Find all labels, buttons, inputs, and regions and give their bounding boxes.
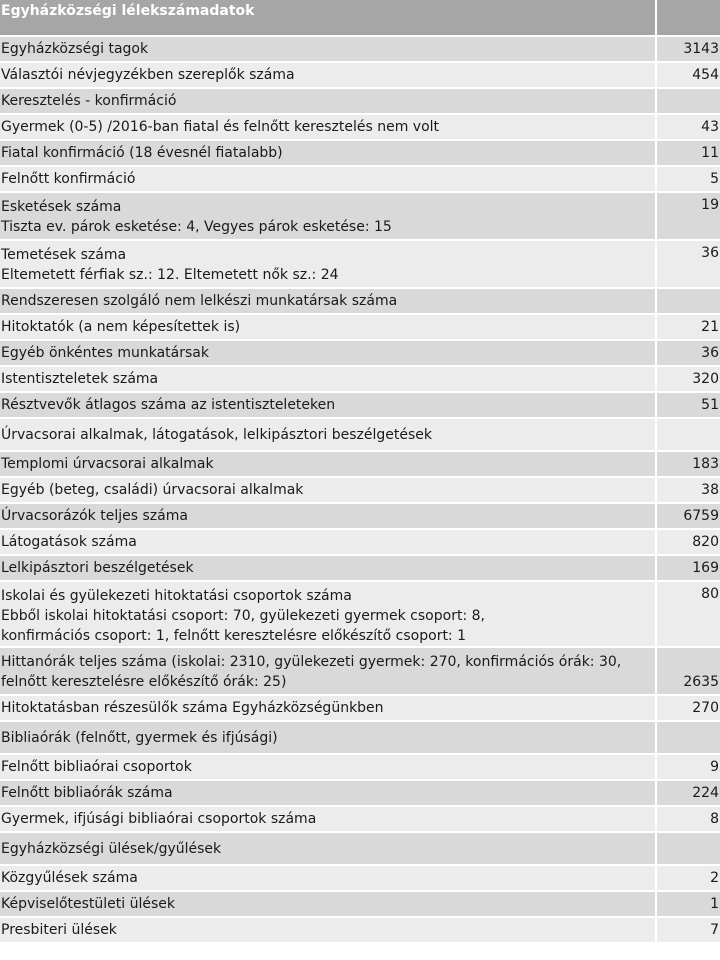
- row-label-cell: [0, 192, 656, 240]
- row-label: Egyéb önkéntes munkatársak: [0, 340, 656, 366]
- table-row: [0, 865, 720, 891]
- row-label: Képviselőtestületi ülések: [0, 891, 656, 917]
- row-value: 2: [656, 865, 720, 891]
- table-row: [0, 62, 720, 88]
- row-label: Fiatal konfirmáció (18 évesnél fiatalabb): [0, 140, 656, 166]
- table-row: [0, 695, 720, 721]
- row-label: Esketések száma: [1, 199, 122, 215]
- table-row: [0, 555, 720, 581]
- row-value: [656, 832, 720, 865]
- section-label: Rendszeresen szolgáló nem lelkészi munkatársak száma: [0, 288, 656, 314]
- row-sublabel: konfirmációs csoport: 1, felnőtt keresztelésre előkészítő csoport: 1: [1, 628, 467, 644]
- section-row: [0, 832, 720, 865]
- table-row: [0, 647, 720, 695]
- row-label: Istentiszteletek száma: [0, 366, 656, 392]
- row-value: 80: [656, 581, 720, 647]
- row-value: 19: [656, 192, 720, 240]
- row-value: [656, 418, 720, 451]
- row-value: 36: [656, 240, 720, 288]
- table-title: Egyházközségi lélekszámadatok: [0, 0, 656, 36]
- row-label: Egyéb (beteg, családi) úrvacsorai alkalmak: [0, 477, 656, 503]
- row-label: Felnőtt bibliaórai csoportok: [0, 754, 656, 780]
- table-row: [0, 114, 720, 140]
- table-row: [0, 503, 720, 529]
- row-value: 43: [656, 114, 720, 140]
- row-label: Hitoktatásban részesülők száma Egyházközségünkben: [0, 695, 656, 721]
- row-value: 38: [656, 477, 720, 503]
- table-row: [0, 451, 720, 477]
- value-column-header: [656, 0, 720, 36]
- row-label: Hitoktatók (a nem képesítettek is): [0, 314, 656, 340]
- table-row: [0, 754, 720, 780]
- row-label: Résztvevők átlagos száma az istentiszteleteken: [0, 392, 656, 418]
- table-row: [0, 529, 720, 555]
- row-label-cell: [0, 240, 656, 288]
- table-row: [0, 392, 720, 418]
- row-label: Hittanórák teljes száma (iskolai: 2310, gyülekezeti gyermek: 270, konfirmációs órák: 30,: [1, 654, 622, 670]
- row-sublabel: Tiszta ev. párok esketése: 4, Vegyes párok esketése: 15: [1, 219, 392, 235]
- row-value: 454: [656, 62, 720, 88]
- row-value: 169: [656, 555, 720, 581]
- section-label: Egyházközségi ülések/gyűlések: [0, 832, 656, 865]
- row-label: Iskolai és gyülekezeti hitoktatási csoportok száma: [1, 588, 352, 604]
- table-row: [0, 477, 720, 503]
- row-value: 5: [656, 166, 720, 192]
- row-value: 21: [656, 314, 720, 340]
- row-label-cell: [0, 581, 656, 647]
- row-sublabel: Ebből iskolai hitoktatási csoport: 70, gyülekezeti gyermek csoport: 8,: [1, 608, 485, 624]
- row-value: [656, 288, 720, 314]
- section-row: [0, 288, 720, 314]
- row-value: 11: [656, 140, 720, 166]
- row-value: 2635: [656, 647, 720, 695]
- table-row: [0, 192, 720, 240]
- section-label: Bibliaórák (felnőtt, gyermek és ifjúsági): [0, 721, 656, 754]
- row-label: Látogatások száma: [0, 529, 656, 555]
- row-label: Lelkipásztori beszélgetések: [0, 555, 656, 581]
- row-label: Úrvacsorázók teljes száma: [0, 503, 656, 529]
- row-label-cell: [0, 647, 656, 695]
- row-sublabel: Eltemetett férfiak sz.: 12. Eltemetett nők sz.: 24: [1, 267, 339, 283]
- table-row: [0, 140, 720, 166]
- row-value: 51: [656, 392, 720, 418]
- row-value: 820: [656, 529, 720, 555]
- row-label: Temetések száma: [1, 247, 127, 263]
- table-row: [0, 340, 720, 366]
- row-label: Egyházközségi tagok: [0, 36, 656, 62]
- table-row: [0, 166, 720, 192]
- row-value: 3143: [656, 36, 720, 62]
- row-value: 9: [656, 754, 720, 780]
- row-value: 7: [656, 917, 720, 943]
- table-row: [0, 314, 720, 340]
- row-sublabel: felnőtt keresztelésre előkészítő órák: 25): [1, 674, 287, 690]
- row-value: 183: [656, 451, 720, 477]
- row-value: [656, 88, 720, 114]
- row-value: 1: [656, 891, 720, 917]
- row-value: 224: [656, 780, 720, 806]
- row-value: [656, 721, 720, 754]
- row-label: Presbiteri ülések: [0, 917, 656, 943]
- row-value: 320: [656, 366, 720, 392]
- table-row: [0, 780, 720, 806]
- row-label: Gyermek, ifjúsági bibliaórai csoportok száma: [0, 806, 656, 832]
- row-label: Közgyűlések száma: [0, 865, 656, 891]
- table-header-row: [0, 0, 720, 36]
- table-row: [0, 917, 720, 943]
- row-value: 36: [656, 340, 720, 366]
- section-label: Úrvacsorai alkalmak, látogatások, lelkipásztori beszélgetések: [0, 418, 656, 451]
- section-row: [0, 88, 720, 114]
- row-value: 270: [656, 695, 720, 721]
- row-label: Felnőtt konfirmáció: [0, 166, 656, 192]
- table-row: [0, 36, 720, 62]
- row-label: Templomi úrvacsorai alkalmak: [0, 451, 656, 477]
- row-value: 6759: [656, 503, 720, 529]
- table-row: [0, 240, 720, 288]
- section-row: [0, 418, 720, 451]
- row-value: 8: [656, 806, 720, 832]
- row-label: Felnőtt bibliaórák száma: [0, 780, 656, 806]
- row-label: Gyermek (0-5) /2016-ban fiatal és felnőtt keresztelés nem volt: [0, 114, 656, 140]
- table-row: [0, 581, 720, 647]
- row-label: Választói névjegyzékben szereplők száma: [0, 62, 656, 88]
- table-row: [0, 806, 720, 832]
- section-row: [0, 721, 720, 754]
- section-label: Keresztelés - konfirmáció: [0, 88, 656, 114]
- table-row: [0, 891, 720, 917]
- table-row: [0, 366, 720, 392]
